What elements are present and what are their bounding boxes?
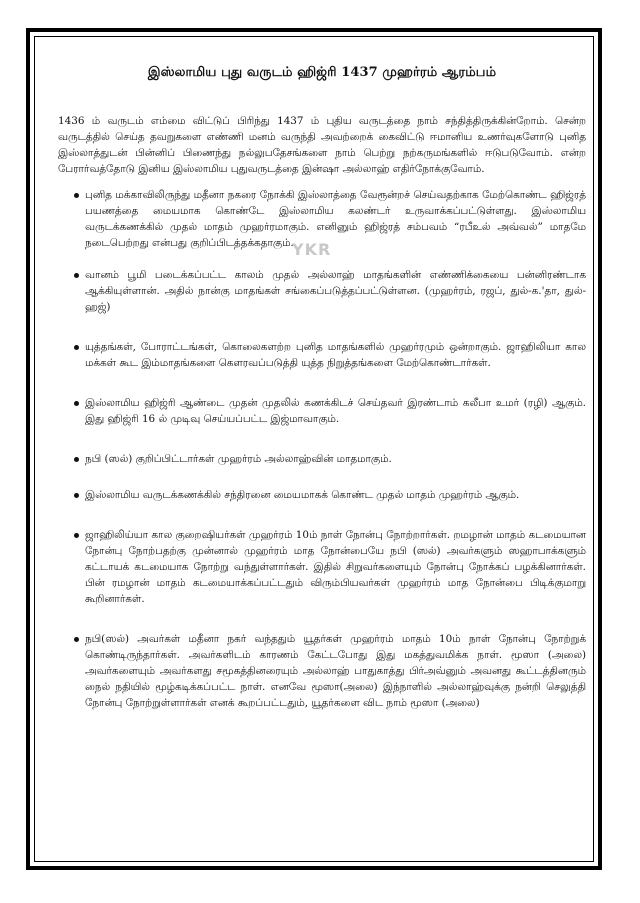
bullet-icon — [74, 273, 79, 278]
list-item — [58, 451, 586, 467]
bullet-icon — [74, 401, 79, 406]
intro-paragraph: 1436 ம் வருடம் எம்மை விட்டுப் பிரிந்து 1437 ம் புதிய வருடத்தை நாம் சந்தித்திருக்கின்றோம். சென்ற வருடத்தில் செய்த தவறுகளை எண்ணி மனம் வருந்தி அவற்றைக் கைவிட்டு ஈமானிய உணர்வுகளோடு புனித இஸ்லாத்துடன் பின்னிப் பிணைந்து நல்லுபதேசங்களை நாம் பெற்று நற்கருமங்களில் ஈடுபடுவோம். என்ற பேரார்வத்தோடு இனிய இஸ்லாமிய புதுவருடத்தை இன்ஷா அல்லாஹ் எதிர்நோக்குவோம். — [58, 115, 586, 175]
bullet-icon — [74, 193, 79, 198]
list-item — [58, 395, 586, 427]
bullet-icon — [74, 533, 79, 538]
list-item-text: புனித மக்காவிலிருந்து மதீனா நகரை நோக்கி இஸ்லாத்தை வேரூன்றச் செய்வதற்காக மேற்கொண்ட ஹிஜ்ரத் பயணத்தை மையமாக கொண்டே இஸ்லாமிய கலண்டர் உருவாக்கப்பட்டுள்ளது. இஸ்லாமிய வருடக்கணக்கில் முதல் மாதம் முஹர்ரமாகும். எனினும் ஹிஜ்ரத் சம்பவம் “ரபீஉல் அவ்வல்” மாதமே நடைபெற்றது என்பது குறிப்பிடத்தக்கதாகும். — [85, 189, 586, 250]
document-body — [58, 60, 586, 711]
list-item-text: நபி (ஸல்) குறிப்பிட்டார்கள் முஹர்ரம் அல்லாஹ்வின் மாதமாகும். — [85, 453, 392, 466]
page-title: இஸ்லாமிய புது வருடம் ஹிஜ்ரி 1437 முஹர்ரம் ஆரம்பம் — [147, 65, 497, 80]
list-item — [58, 527, 586, 607]
list-item-text: இஸ்லாமிய வருடக்கணக்கில் சந்திரனை மையமாகக் கொண்ட முதல் மாதம் முஹர்ரம் ஆகும். — [85, 489, 520, 502]
list-item — [58, 487, 586, 503]
list-item-text: நபி(ஸல்) அவர்கள் மதீனா நகர் வந்ததும் யூதர்கள் முஹர்ரம் மாதம் 10ம் நாள் நோன்பு நோற்றுக் கொண்டிருந்தார்கள். அவர்களிடம் காரணம் கேட்டபோது இது மகத்துவமிக்க நாள். மூஸா (அலை) அவர்களையும் அவர்களது சமூகத்தினரையும் அல்லாஹ் பாதுகாத்து பிர்அவ்னும் அவனது கூட்டத்தினரும் நைல் நதியில் மூழ்கடிக்கப்பட்ட நாள். எனவே மூஸா(அலை) இந்நாளில் அல்லாஹ்வுக்கு நன்றி செலுத்தி நோன்பு நோற்றுள்ளார்கள் எனக் கூறப்பட்டதும், யூதர்களை விட நாம் மூஸா (அலை) — [85, 633, 586, 710]
list-item-text: வானம் பூமி படைக்கப்பட்ட காலம் முதல் அல்லாஹ் மாதங்களின் எண்ணிக்கையை பன்னிரண்டாக ஆக்கியுள்ளான். அதில் நான்கு மாதங்கள் சங்கைப்படுத்தப்பட்டுள்ளன. (முஹர்ரம், ரஜப், துல்-க.'தா, துல்-ஹஜ்) — [85, 269, 586, 314]
bullet-list — [58, 187, 586, 711]
list-item-text: ஜாஹிலிய்யா கால குறைஷியர்கள் முஹர்ரம் 10ம் நாள் நோன்பு நோற்றார்கள். றமழான் மாதம் கடமையான நோன்பு நோற்பதற்கு முன்னால் முஹர்ரம் மாத நோன்பையே நபி (ஸல்) அவர்களும் ஸஹாபாக்களும் கட்டாயக் கடமையாக நோற்று வந்துள்ளார்கள். இதில் சிறுவர்களையும் நோன்பு நோக்கப் பழக்கினார்கள். பின் ரமழான் மாதம் கடமையாக்கப்பட்டதும் விரும்பியவர்கள் முஹர்ரம் மாத நோன்பை பிடிக்குமாறு கூறினார்கள். — [85, 529, 586, 606]
list-item — [58, 267, 586, 315]
list-item-text: யுத்தங்கள், போராட்டங்கள், கொலைகளற்ற புனித மாதங்களில் முஹர்ரமும் ஒன்றாகும். ஜாஹிலியா கால மக்கள் கூட இம்மாதங்களை கௌரவப்படுத்தி யுத்த நிறுத்தங்களை மேற்கொண்டார்கள். — [85, 341, 586, 370]
list-item-text: இஸ்லாமிய ஹிஜ்ரி ஆண்டை முதன் முதலில் கணக்கிடச் செய்தவர் இரண்டாம் கலீபா உமர் (ரழி) ஆகும். இது ஹிஜ்ரி 16 ல் முடிவு செய்யப்பட்ட இஜ்மாவாகும். — [85, 397, 586, 426]
bullet-icon — [74, 637, 79, 642]
watermark: YKR — [292, 240, 332, 259]
list-item — [58, 187, 586, 251]
bullet-icon — [74, 493, 79, 498]
bullet-icon — [74, 345, 79, 350]
list-item — [58, 339, 586, 371]
bullet-icon — [74, 457, 79, 462]
list-item — [58, 631, 586, 711]
